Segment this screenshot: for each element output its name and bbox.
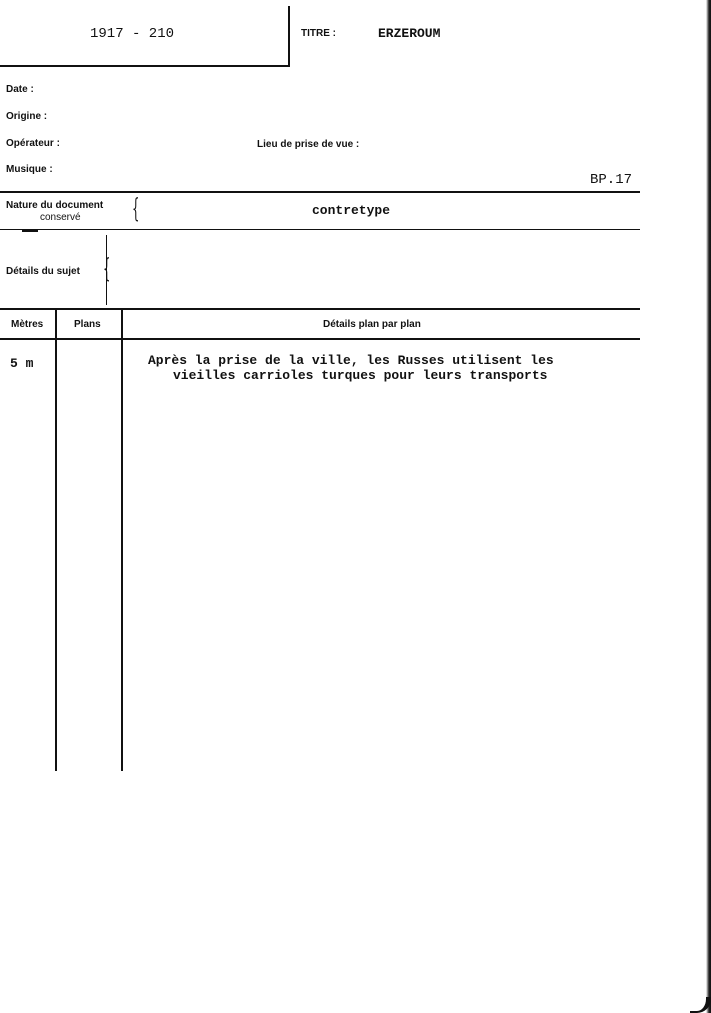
fields-bottom-line [0,191,640,193]
table-top-line [0,308,640,310]
header-divider-vertical [288,6,290,66]
scan-tick-mark [22,230,38,232]
title-label: TITRE : [301,28,336,39]
nature-brace-icon: { [132,194,140,224]
column-divider-1 [55,309,57,771]
lieu-label: Lieu de prise de vue : [257,139,360,150]
date-label: Date : [6,84,34,95]
details-sujet-label: Détails du sujet [6,266,80,277]
nature-value: contretype [312,203,391,218]
row-detail-line2: vieilles carrioles turques pour leurs transports [173,368,548,383]
column-header-plans: Plans [74,319,101,330]
column-header-metres: Mètres [11,319,44,330]
origine-label: Origine : [6,111,48,122]
document-code: BP.17 [590,172,633,188]
scan-edge-right [706,0,711,1013]
row-detail-line1: Après la prise de la ville, les Russes utilisent les [148,353,554,368]
column-divider-2 [121,309,123,771]
row-metres: 5 m [10,356,34,371]
nature-label-line1: Nature du document [6,200,104,211]
header-divider-horizontal [0,65,290,67]
operateur-label: Opérateur : [6,138,60,149]
nature-label-line2: conservé [40,212,81,223]
musique-label: Musique : [6,164,53,175]
details-sujet-brace-icon: { [103,254,111,284]
column-header-details: Détails plan par plan [323,319,421,330]
reference-number: 1917 - 210 [90,26,175,42]
nature-bottom-line [0,229,640,230]
table-header-line [0,338,640,340]
title-value: ERZEROUM [378,26,441,41]
